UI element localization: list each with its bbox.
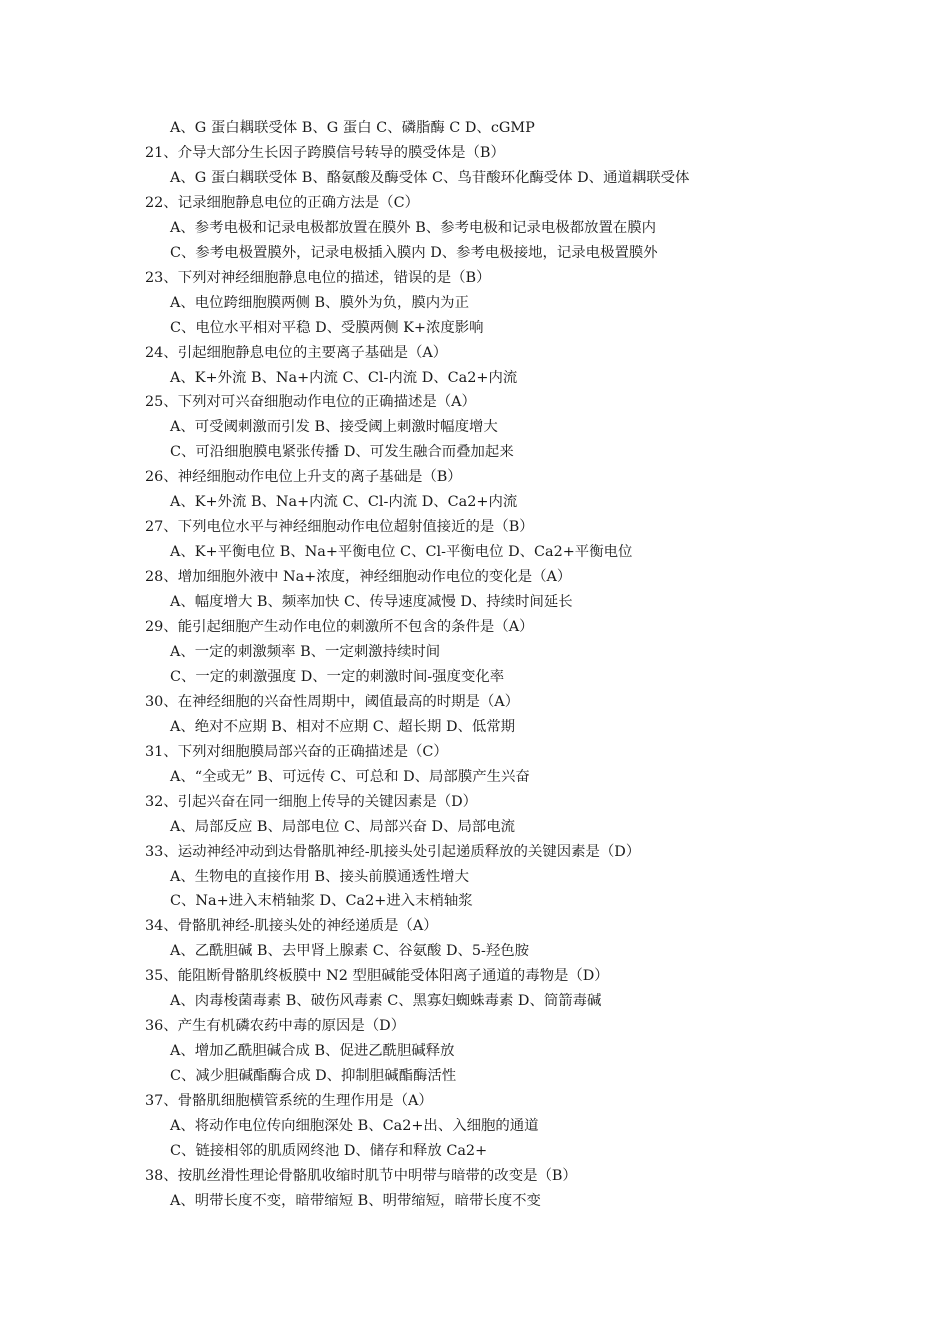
answer-options: A、幅度增大 B、频率加快 C、传导速度减慢 D、持续时间延长 bbox=[170, 594, 573, 610]
question-text: 27、下列电位水平与神经细胞动作电位超射值接近的是（B） bbox=[145, 519, 534, 536]
answer-options: A、G 蛋白耦联受体 B、酪氨酸及酶受体 C、鸟苷酸环化酶受体 D、通道耦联受体 bbox=[170, 169, 690, 186]
answer-options: A、可受阈刺激而引发 B、接受阈上刺激时幅度增大 bbox=[170, 419, 498, 436]
question-text: 26、神经细胞动作电位上升支的离子基础是（B） bbox=[145, 469, 462, 486]
answer-options: A、K+平衡电位 B、Na+平衡电位 C、Cl-平衡电位 D、Ca2+平衡电位 bbox=[170, 544, 633, 561]
answer-options: A、增加乙酰胆碱合成 B、促进乙酰胆碱释放 bbox=[170, 1043, 455, 1060]
question-text: 33、运动神经冲动到达骨骼肌神经-肌接头处引起递质释放的关键因素是（D） bbox=[145, 843, 641, 860]
question-text: 35、能阻断骨骼肌终板膜中 N2 型胆碱能受体阳离子通道的毒物是（D） bbox=[145, 968, 609, 985]
question-text: 23、下列对神经细胞静息电位的描述，错误的是（B） bbox=[145, 269, 491, 286]
question-text: 31、下列对细胞膜局部兴奋的正确描述是（C） bbox=[145, 743, 448, 760]
answer-options: C、可沿细胞膜电紧张传播 D、可发生融合而叠加起来 bbox=[170, 444, 514, 461]
answer-options: A、生物电的直接作用 B、接头前膜通透性增大 bbox=[170, 868, 469, 885]
question-text: 38、按肌丝滑性理论骨骼肌收缩时肌节中明带与暗带的改变是（B） bbox=[145, 1167, 577, 1184]
answer-options: A、绝对不应期 B、相对不应期 C、超长期 D、低常期 bbox=[170, 718, 516, 735]
answer-options: A、G 蛋白耦联受体 B、G 蛋白 C、磷脂酶 C D、cGMP bbox=[170, 120, 535, 136]
answer-options: A、K+外流 B、Na+内流 C、Cl-内流 D、Ca2+内流 bbox=[170, 494, 518, 511]
question-text: 36、产生有机磷农药中毒的原因是（D） bbox=[145, 1018, 406, 1035]
answer-options: C、电位水平相对平稳 D、受膜两侧 K+浓度影响 bbox=[170, 319, 484, 336]
answer-options: A、K+外流 B、Na+内流 C、Cl-内流 D、Ca2+内流 bbox=[170, 369, 518, 386]
question-text: 34、骨骼肌神经-肌接头处的神经递质是（A） bbox=[145, 918, 438, 935]
answer-options: C、一定的刺激强度 D、一定的刺激时间-强度变化率 bbox=[170, 668, 505, 685]
answer-options: A、将动作电位传向细胞深处 B、Ca2+出、入细胞的通道 bbox=[170, 1118, 539, 1134]
answer-options: A、参考电极和记录电极都放置在膜外 B、参考电极和记录电极都放置在膜内 bbox=[170, 219, 657, 236]
question-text: 30、在神经细胞的兴奋性周期中，阈值最高的时期是（A） bbox=[145, 693, 520, 710]
question-text: 22、记录细胞静息电位的正确方法是（C） bbox=[145, 194, 419, 211]
answer-options: A、“全或无” B、可远传 C、可总和 D、局部膜产生兴奋 bbox=[170, 768, 530, 785]
answer-options: A、明带长度不变，暗带缩短 B、明带缩短，暗带长度不变 bbox=[170, 1192, 541, 1209]
answer-options: C、链接相邻的肌质网终池 D、储存和释放 Ca2+ bbox=[170, 1142, 488, 1159]
question-text: 24、引起细胞静息电位的主要离子基础是（A） bbox=[145, 344, 448, 361]
question-text: 25、下列对可兴奋细胞动作电位的正确描述是（A） bbox=[145, 394, 476, 411]
answer-options: A、电位跨细胞膜两侧 B、膜外为负，膜内为正 bbox=[170, 294, 469, 311]
question-text: 37、骨骼肌细胞横管系统的生理作用是（A） bbox=[145, 1093, 433, 1109]
question-text: 28、增加细胞外液中 Na+浓度，神经细胞动作电位的变化是（A） bbox=[145, 569, 572, 586]
answer-options: C、减少胆碱酯酶合成 D、抑制胆碱酯酶活性 bbox=[170, 1068, 457, 1085]
answer-options: C、参考电极置膜外，记录电极插入膜内 D、参考电极接地，记录电极置膜外 bbox=[170, 244, 658, 261]
answer-options: A、乙酰胆碱 B、去甲肾上腺素 C、谷氨酸 D、5-羟色胺 bbox=[170, 943, 530, 960]
answer-options: A、肉毒梭菌毒素 B、破伤风毒素 C、黑寡妇蜘蛛毒素 D、筒箭毒碱 bbox=[170, 993, 602, 1010]
answer-options: A、一定的刺激频率 B、一定刺激持续时间 bbox=[170, 643, 441, 660]
question-text: 29、能引起细胞产生动作电位的刺激所不包含的条件是（A） bbox=[145, 619, 534, 635]
answer-options: A、局部反应 B、局部电位 C、局部兴奋 D、局部电流 bbox=[170, 818, 516, 835]
question-text: 21、介导大部分生长因子跨膜信号转导的膜受体是（B） bbox=[145, 144, 505, 161]
question-text: 32、引起兴奋在同一细胞上传导的关键因素是（D） bbox=[145, 793, 478, 810]
answer-options: C、Na+进入末梢轴浆 D、Ca2+进入末梢轴浆 bbox=[170, 893, 473, 910]
